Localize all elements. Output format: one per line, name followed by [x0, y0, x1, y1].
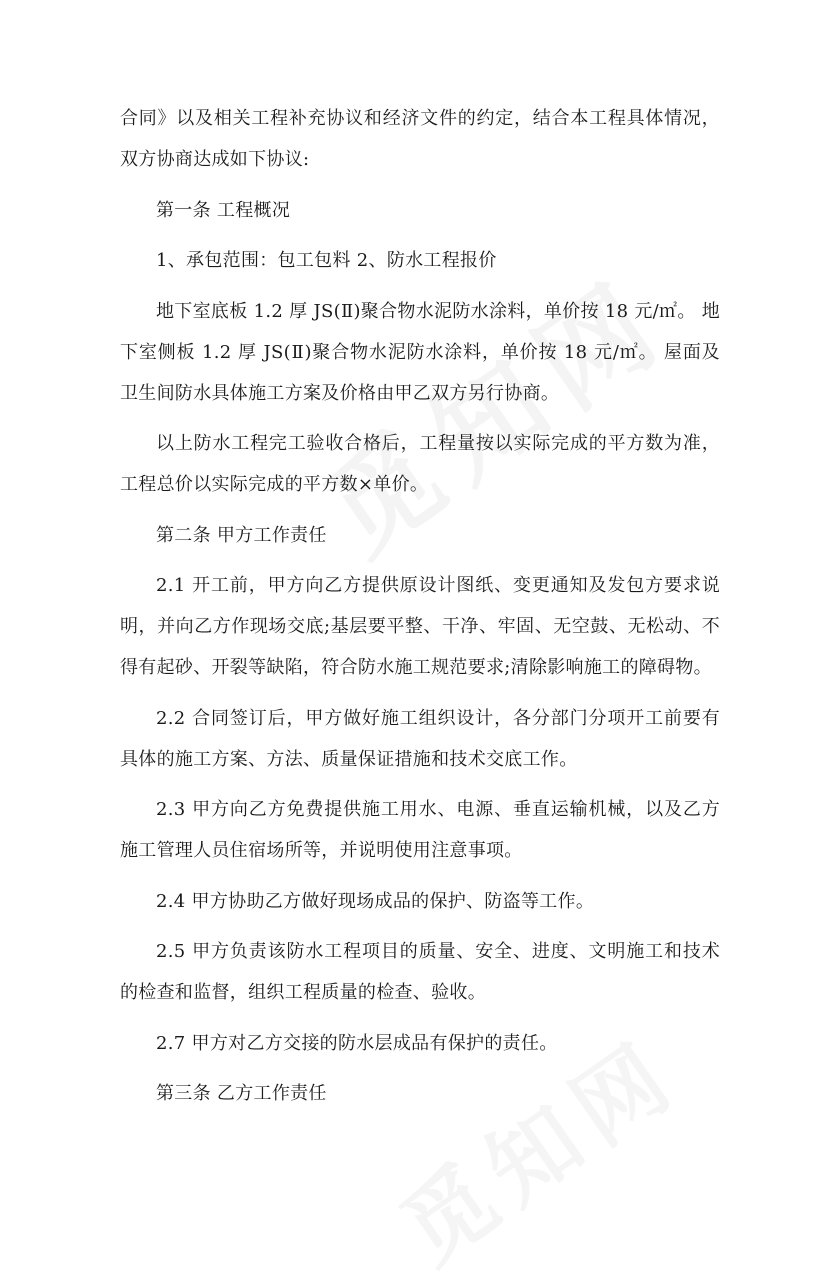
- clause-2-4: 2.4 甲方协助乙方做好现场成品的保护、防盗等工作。: [156, 890, 595, 912]
- clause-2-2: 2.2 合同签订后，甲方做好施工组织设计，各分部门分项开工前要有具体的施工方案、方法、质量保证措施和技术交底工作。: [120, 707, 720, 770]
- clause-2-1: 2.1 开工前，甲方向乙方提供原设计图纸、变更通知及发包方要求说明，并向乙方作现场交底;基层要平整、干净、牢固、无空鼓、无松动、不得有起砂、开裂等缺陷，符合防水施工规范要求;清除影响施工的障碍物。: [120, 575, 720, 678]
- article-2-heading: 第二条 甲方工作责任: [156, 524, 327, 546]
- paragraph-pricing: 地下室底板 1.2 厚 JS(Ⅱ)聚合物水泥防水涂料，单价按 18 元/㎡。 地下室侧板 1.2 厚 JS(Ⅱ)聚合物水泥防水涂料，单价按 18 元/㎡。 屋面及卫生间防水具体施工方案及价格由甲乙双方另行协商。: [120, 300, 720, 404]
- paragraph-intro-continuation: 合同》以及相关工程补充协议和经济文件的约定，结合本工程具体情况，双方协商达成如下协议:: [120, 108, 720, 170]
- article-3-heading: 第三条 乙方工作责任: [156, 1083, 327, 1104]
- article-1-heading: 第一条 工程概况: [156, 199, 291, 221]
- clause-2-5: 2.5 甲方负责该防水工程项目的质量、安全、进度、文明施工和技术的检查和监督，组织工程质量的检查、验收。: [120, 941, 720, 1003]
- clause-2-7: 2.7 甲方对乙方交接的防水层成品有保护的责任。: [156, 1032, 558, 1054]
- clause-2-3: 2.3 甲方向乙方免费提供施工用水、电源、垂直运输机械，以及乙方施工管理人员住宿场所等，并说明使用注意事项。: [120, 799, 720, 861]
- document-body: [120, 98, 720, 1124]
- paragraph-total-price: 以上防水工程完工验收合格后，工程量按以实际完成的平方数为准，工程总价以实际完成的平方数×单价。: [120, 433, 720, 495]
- paragraph-scope: 1、承包范围：包工包料 2、防水工程报价: [156, 250, 497, 271]
